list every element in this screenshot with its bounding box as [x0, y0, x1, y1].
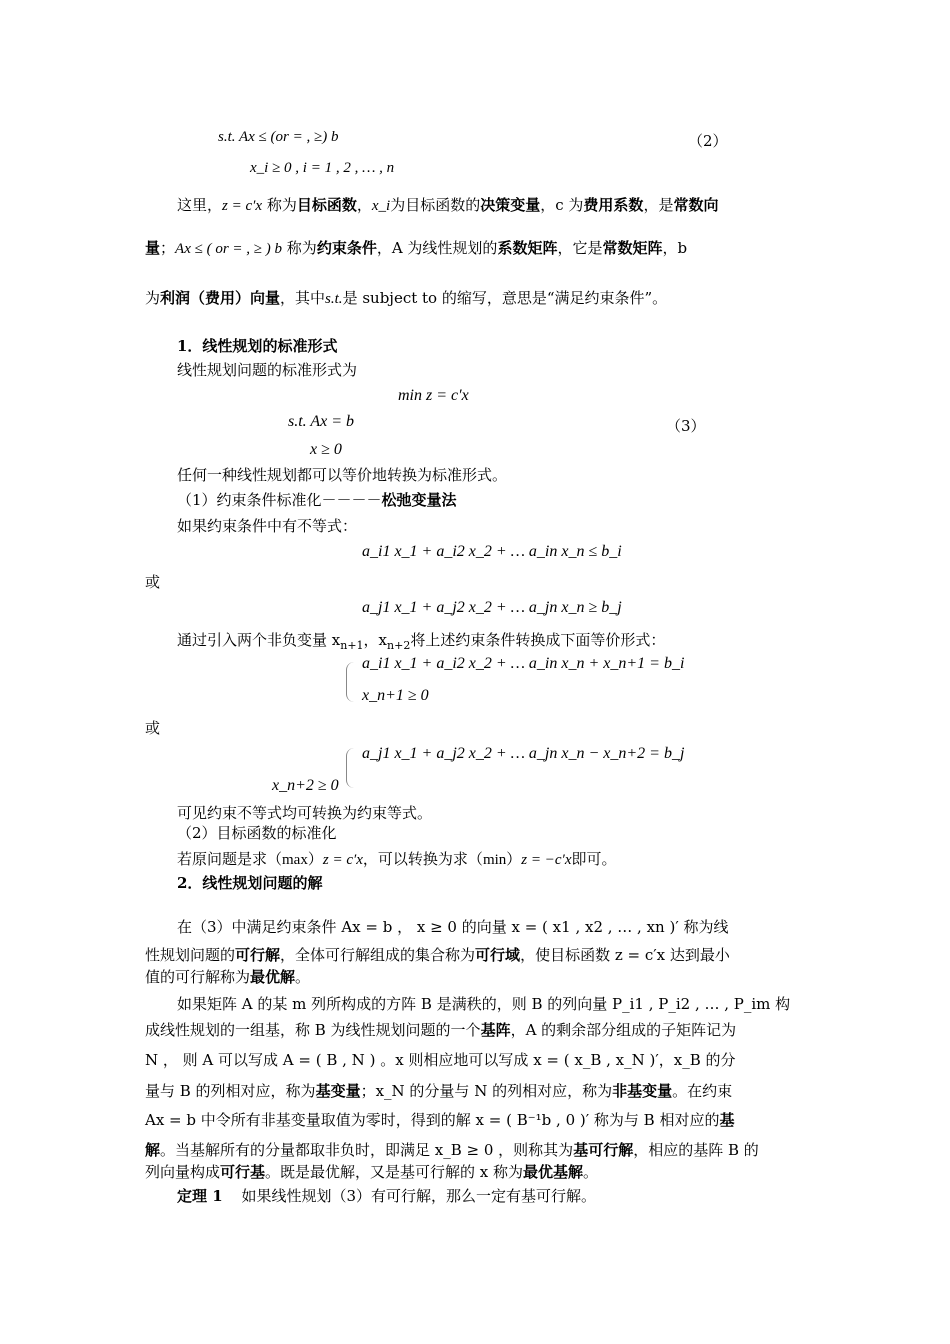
subsection-1-title: （1）约束条件标准化－－－－松弛变量法	[177, 491, 457, 509]
xi-nonneg-line: x_i ≥ 0 , i = 1 , 2 , … , n	[250, 160, 395, 176]
basis-paragraph-line-3: N ， 则 A 可以写成 A = ( B , N ) 。x 则相应地可以写成 x = ( x_B , x_N )′，x_B 的分	[145, 1051, 736, 1069]
basis-paragraph-line-1: 如果矩阵 A 的某 m 列所构成的方阵 B 是满秩的，则 B 的列向量 P_i1 , P_i2 , … , P_im 构	[177, 995, 791, 1013]
objective-standardization-text: 若原问题是求（max）z = c′x，可以转换为求（min）z = −c′x即可。	[177, 850, 617, 868]
section-1-heading: 1．线性规划的标准形式	[177, 337, 338, 355]
theorem-1-label: 定理 1	[177, 1187, 223, 1205]
basis-paragraph-line-2: 成线性规划的一组基，称 B 为线性规划问题的一个基阵，A 的剩余部分组成的子矩阵记为	[145, 1021, 737, 1039]
basis-paragraph-line-7: 列向量构成可行基。既是最优解，又是基可行解的 x 称为最优基解。	[145, 1163, 599, 1181]
equation-label-2: （2）	[688, 132, 728, 150]
or-text-2: 或	[145, 719, 161, 737]
equation-brace-a	[346, 662, 357, 702]
basis-paragraph-line-5: Ax = b 中令所有非基变量取值为零时，得到的解 x = ( B⁻¹b , 0 )′ 称为与 B 相对应的基	[145, 1111, 735, 1129]
equation-brace-b	[346, 748, 357, 788]
section-2-heading: 2．线性规划问题的解	[177, 874, 323, 892]
inequality-1: a_i1 x_1 + a_i2 x_2 + … a_in x_n ≤ b_i	[362, 543, 622, 560]
standard-form-objective: min z = c′x	[398, 387, 469, 404]
or-text-1: 或	[145, 573, 161, 591]
st-constraint-line: s.t. Ax ≤ (or = , ≥) b	[218, 129, 339, 145]
equivalent-equation-a2: x_n+1 ≥ 0	[362, 687, 429, 704]
standard-form-nonneg: x ≥ 0	[310, 441, 342, 458]
definition-paragraph-line-2: 量；Ax ≤ ( or = , ≥ ) b 称为约束条件，A 为线性规划的系数矩阵，它是常数矩阵，b	[145, 239, 688, 257]
equivalent-equation-b1: a_j1 x_1 + a_j2 x_2 + … a_jn x_n − x_n+2 = b_j	[362, 745, 685, 762]
equivalent-equation-a1: a_i1 x_1 + a_i2 x_2 + … a_in x_n + x_n+1 = b_i	[362, 655, 685, 672]
inequalities-convertible-text: 可见约束不等式均可转换为约束等式。	[177, 804, 433, 822]
inequality-2: a_j1 x_1 + a_j2 x_2 + … a_jn x_n ≥ b_j	[362, 599, 622, 616]
equation-label-3: （3）	[666, 417, 706, 435]
subsection-2-title: （2）目标函数的标准化	[177, 824, 337, 842]
equivalent-equation-b2: x_n+2 ≥ 0	[272, 777, 339, 794]
if-inequality-text: 如果约束条件中有不等式：	[177, 517, 358, 535]
feasible-solution-line-2: 性规划问题的可行解，全体可行解组成的集合称为可行域，使目标函数 z = c′x 达到最小	[145, 946, 730, 964]
any-lp-convertible: 任何一种线性规划都可以等价地转换为标准形式。	[177, 466, 508, 484]
standard-form-intro: 线性规划问题的标准形式为	[177, 361, 358, 379]
theorem-1-text: 如果线性规划（3）有可行解，那么一定有基可行解。	[241, 1187, 596, 1205]
slack-variable-intro: 通过引入两个非负变量 $x_{n+1}$，$x_{n+2}$将上述约束条件转换成下面等价形式：	[177, 631, 666, 652]
basis-paragraph-line-6: 解。当基解所有的分量都取非负时，即满足 x_B ≥ 0 ，则称其为基可行解，相应的基阵 B 的	[145, 1141, 759, 1159]
standard-form-constraint: s.t. Ax = b	[288, 413, 355, 430]
definition-paragraph-line-3: 为利润（费用）向量，其中s.t.是 subject to 的缩写，意思是“满足约束条件”。	[145, 289, 668, 307]
feasible-solution-line-3: 值的可行解称为最优解。	[145, 968, 311, 986]
theorem-1	[177, 1186, 596, 1206]
feasible-solution-line-1: 在（3）中满足约束条件 Ax = b ， x ≥ 0 的向量 x = ( x1 , x2 , … , xn )′ 称为线	[177, 918, 729, 936]
definition-paragraph-line-1: 这里，z = c′x 称为目标函数，x_i为目标函数的决策变量，c 为费用系数，是常数向	[177, 196, 719, 214]
basis-paragraph-line-4: 量与 B 的列相对应，称为基变量；x_N 的分量与 N 的列相对应，称为非基变量。在约束	[145, 1082, 733, 1100]
